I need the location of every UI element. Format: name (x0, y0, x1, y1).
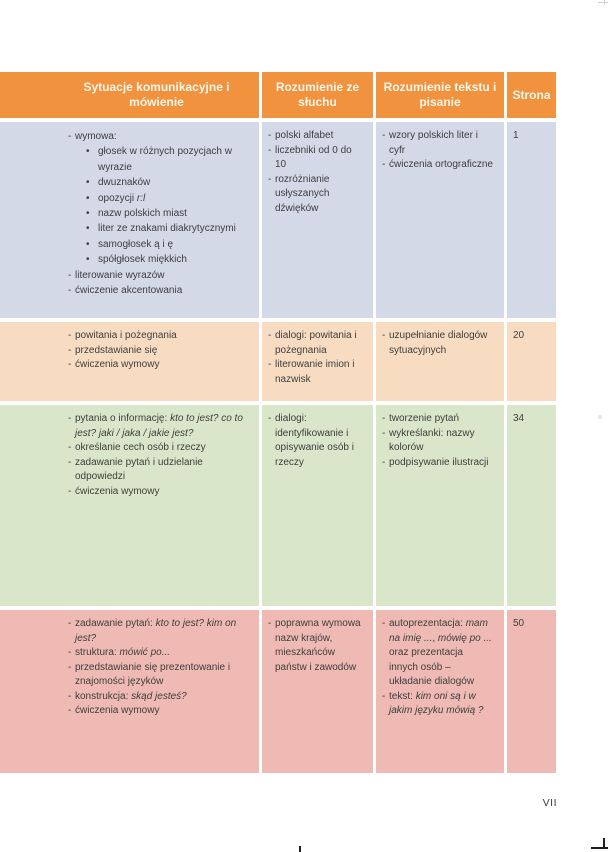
bullet-icon: • (86, 223, 90, 235)
header-reading-writing-column (376, 72, 504, 118)
dash-list-item (382, 412, 494, 427)
cell-unit1-page (507, 122, 556, 318)
crop-mark-bottom-right-horizontal (591, 847, 608, 849)
page-number-value: 34 (513, 413, 525, 424)
item-text: przedstawianie się prezentowanie i znajomości języków (75, 661, 231, 687)
item-text: uzupełnianie dialogów sytuacyjnych (389, 330, 488, 356)
dash-marker: - (382, 618, 386, 629)
print-smudge (598, 415, 602, 419)
item-text: konstrukcja: skąd jesteś? (75, 690, 187, 702)
item-text: ćwiczenia wymowy (75, 705, 160, 716)
item-text: rozróżnianie usłyszanych dźwięków (275, 173, 330, 214)
dash-marker: - (382, 330, 386, 341)
cell-unit4-speaking (0, 610, 259, 773)
dash-list-item (382, 456, 494, 471)
item-text: głosek w różnych pozycjach w wyrazie (98, 146, 232, 173)
dash-marker: - (68, 647, 72, 658)
dash-marker: - (68, 359, 72, 370)
dash-list-item (268, 144, 365, 173)
cell-unit1-listening (262, 122, 373, 318)
cell-unit1-speaking (0, 122, 259, 318)
dash-marker: - (68, 131, 72, 142)
item-text: pytania o informację: kto to jest? co to jest? jaki / jaka / jakie jest? (75, 413, 243, 439)
item-text: ćwiczenie akcentowania (75, 285, 183, 297)
dash-marker: - (68, 456, 72, 468)
bullet-list-item (85, 237, 247, 252)
dash-marker: - (68, 485, 72, 497)
dash-marker: - (268, 359, 272, 370)
dash-marker: - (268, 413, 272, 424)
dash-list-item (382, 329, 494, 358)
dash-list-item (68, 456, 247, 485)
dash-marker: - (382, 690, 386, 702)
dash-list-item (268, 129, 365, 144)
header-page-column (507, 72, 556, 118)
dash-list-item (68, 617, 247, 646)
cell-unit3-listening (262, 405, 373, 606)
dash-list-item (68, 412, 247, 441)
item-text: tekst: kim oni są i w jakim języku mówią ? (389, 690, 484, 716)
item-text: wzory polskich liter i cyfr (389, 130, 478, 156)
page-number-value: 1 (513, 130, 519, 141)
item-text: struktura: mówić po... (75, 647, 171, 658)
item-text: dialogi: identyfikowanie i opisywanie osób i rzeczy (275, 413, 354, 468)
item-text: literowanie imion i nazwisk (275, 359, 355, 385)
dash-marker: - (68, 413, 72, 424)
bullet-list-item (85, 144, 247, 175)
header-label: Rozumienie tekstu i pisanie (383, 80, 497, 109)
page-number-value: 50 (513, 618, 525, 629)
bullet-icon: • (86, 208, 90, 220)
item-text: ćwiczenia wymowy (75, 485, 160, 497)
cell-unit3-speaking (0, 405, 259, 606)
dash-marker: - (68, 269, 72, 281)
cell-unit4-listening (262, 610, 373, 773)
cell-unit2-page (507, 322, 556, 401)
bullet-list-item (85, 175, 247, 190)
dash-marker: - (68, 705, 72, 716)
item-text: dwuznaków (98, 177, 151, 189)
dash-marker: - (382, 427, 386, 439)
dash-marker: - (68, 330, 72, 341)
dash-marker: - (382, 413, 386, 424)
dash-marker: - (268, 618, 272, 629)
item-text: dialogi: powitania i pożegnania (275, 330, 357, 356)
header-label: Rozumienie ze słuchu (275, 80, 360, 109)
bullet-list-item (85, 252, 247, 267)
bullet-icon: • (86, 192, 90, 204)
dash-list-item (382, 617, 494, 690)
header-speaking-column (0, 72, 259, 118)
dash-marker: - (68, 661, 72, 673)
dash-marker: - (68, 344, 72, 356)
cell-unit2-speaking (0, 322, 259, 401)
header-label: Strona (512, 87, 551, 102)
dash-marker: - (268, 330, 272, 341)
bullet-icon: • (86, 238, 90, 250)
item-text: liczebniki od 0 do 10 (275, 144, 352, 170)
dash-list-item (382, 690, 494, 719)
item-text: zadawanie pytań i udzielanie odpowiedzi (75, 456, 203, 482)
dash-list-item (68, 268, 247, 283)
crop-mark-top-right-vertical (604, 0, 605, 5)
dash-list-item (68, 704, 247, 719)
cell-unit3-reading-writing (376, 405, 504, 606)
dash-marker: - (68, 618, 72, 629)
crop-mark-bottom-center (299, 846, 301, 852)
item-text: poprawna wymowa nazw krajów, mieszkańców państw i zawodów (275, 618, 361, 673)
item-text: zadawanie pytań: kto to jest? kim on jest? (75, 618, 237, 644)
dash-list-item (268, 617, 365, 675)
item-text: ćwiczenia wymowy (75, 359, 160, 370)
dash-marker: - (68, 442, 72, 453)
item-text: polski alfabet (275, 130, 334, 141)
item-text: przedstawianie się (75, 344, 158, 356)
header-label: Sytuacje komunikacyjne i mówienie (83, 80, 230, 109)
item-text: wymowa: (75, 131, 117, 142)
dash-marker: - (382, 159, 386, 170)
dash-list-item (68, 358, 247, 373)
item-text: opozycji r:l (98, 192, 146, 204)
dash-list-item (68, 646, 247, 661)
dash-marker: - (68, 690, 72, 702)
dash-list-item (68, 485, 247, 500)
dash-list-item (382, 129, 494, 158)
dash-list-item (382, 158, 494, 173)
item-text: podpisywanie ilustracji (389, 456, 489, 468)
page-folio: VII (542, 797, 557, 809)
bullet-icon: • (86, 177, 90, 189)
header-listening-column (262, 72, 373, 118)
bullet-icon: • (86, 146, 90, 158)
dash-marker: - (268, 144, 272, 156)
dash-marker: - (268, 173, 272, 185)
dash-marker: - (382, 456, 386, 468)
item-text: liter ze znakami diakrytycznymi (98, 223, 236, 235)
item-text: określanie cech osób i rzeczy (75, 442, 206, 453)
cell-unit3-page (507, 405, 556, 606)
bullet-list-item (85, 191, 247, 206)
item-text: powitania i pożegnania (75, 330, 177, 341)
item-text: tworzenie pytań (389, 413, 460, 424)
item-text: spółgłosek miękkich (98, 254, 187, 266)
dash-list-item (68, 344, 247, 359)
dash-marker: - (382, 130, 386, 141)
bullet-icon: • (86, 254, 90, 266)
dash-list-item (268, 412, 365, 470)
bullet-list-item (85, 206, 247, 221)
dash-list-item (268, 329, 365, 358)
dash-marker: - (268, 130, 272, 141)
dash-marker: - (68, 285, 72, 297)
dash-list-item (68, 283, 247, 298)
dash-list-item (68, 441, 247, 456)
dash-list-item (268, 173, 365, 217)
item-text: autoprezentacja: mam na imię ..., mówię po ... oraz prezentacja innych osób – układanie dialogów (389, 618, 492, 687)
dash-list-item (68, 661, 247, 690)
item-text: literowanie wyrazów (75, 269, 165, 281)
item-text: samogłosek ą i ę (98, 238, 174, 250)
item-text: ćwiczenia ortograficzne (389, 159, 493, 170)
item-text: wykreślanki: nazwy kolorów (389, 427, 475, 453)
dash-list-item (68, 690, 247, 705)
dash-list-item (382, 427, 494, 456)
bullet-list-item (85, 221, 247, 236)
cell-unit1-reading-writing (376, 122, 504, 318)
contents-table (0, 72, 557, 773)
cell-unit4-reading-writing (376, 610, 504, 773)
page-number-value: 20 (513, 330, 525, 341)
dash-list-item (68, 129, 247, 144)
dash-list-item (268, 358, 365, 387)
item-text: nazw polskich miast (98, 208, 187, 220)
cell-unit4-page (507, 610, 556, 773)
cell-unit2-listening (262, 322, 373, 401)
crop-mark-top-right-horizontal (598, 2, 608, 3)
cell-unit2-reading-writing (376, 322, 504, 401)
dash-list-item (68, 329, 247, 344)
